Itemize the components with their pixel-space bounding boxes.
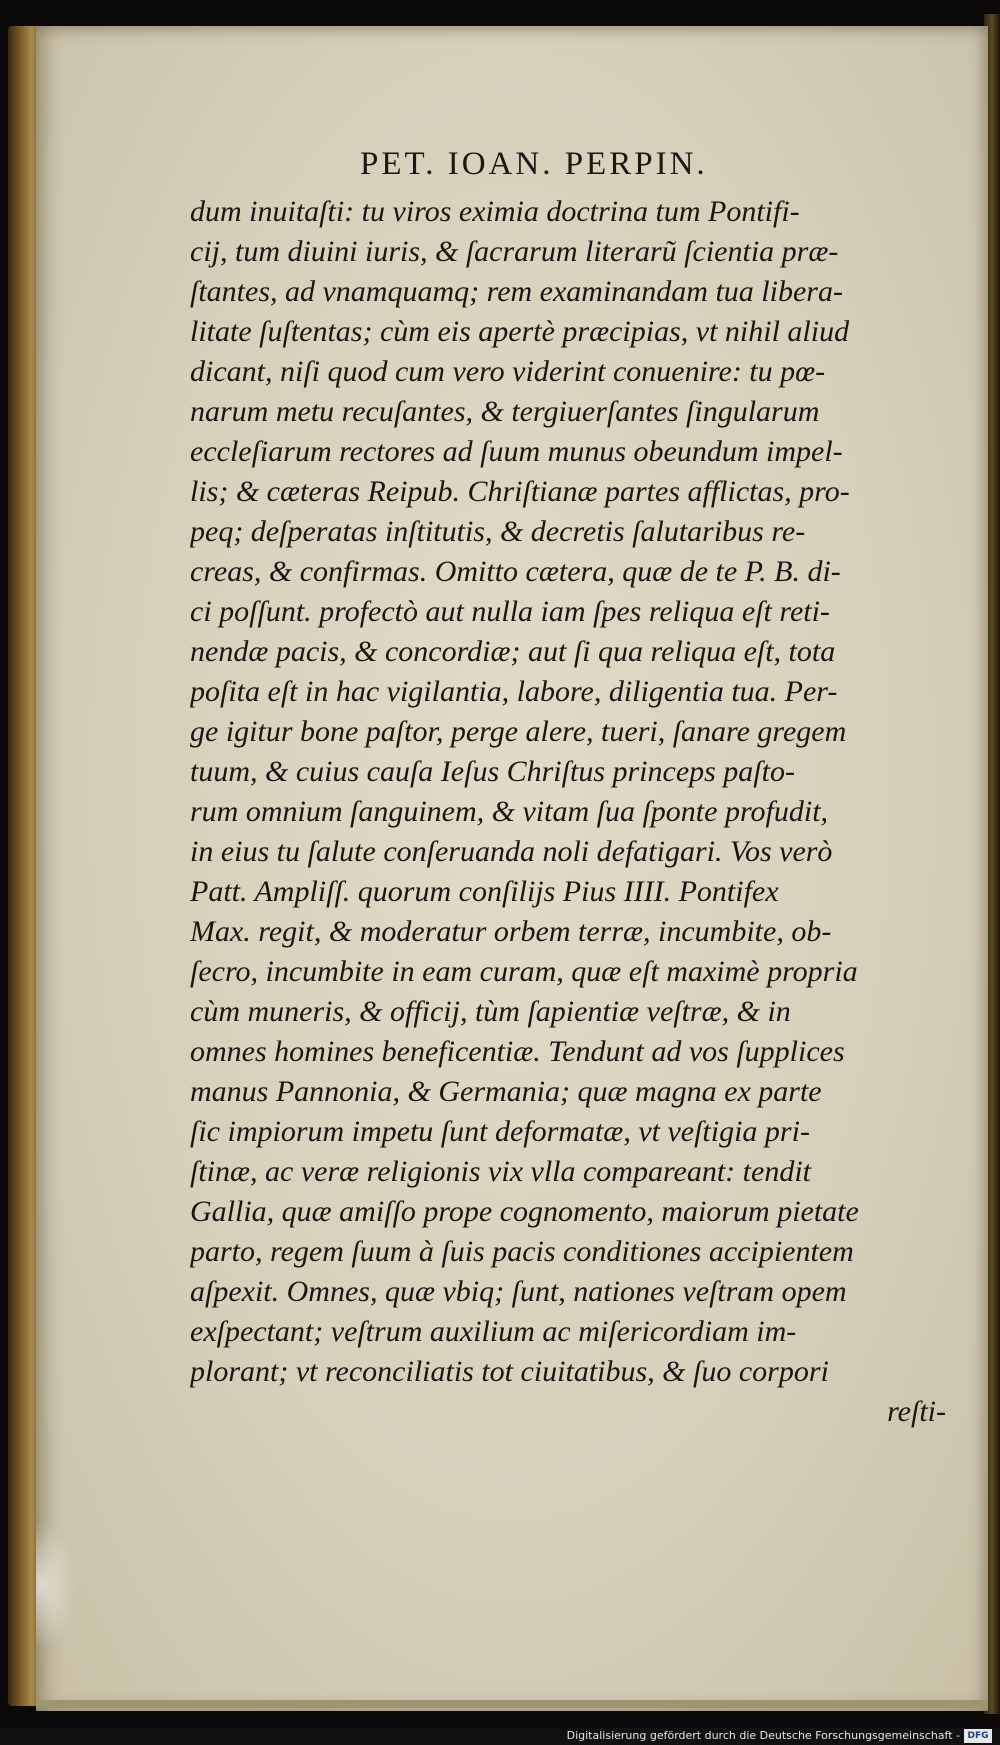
text-line: parto, regem ſuum à ſuis pacis conditiones accipientem — [190, 1235, 854, 1268]
text-line: ci poſſunt. profectò aut nulla iam ſpes reliqua eſt reti- — [190, 595, 830, 628]
body-text — [190, 192, 960, 1432]
text-line: Gallia, quæ amiſſo prope cognomento, maiorum pietate — [190, 1195, 859, 1228]
catchword: reſti- — [887, 1395, 946, 1428]
text-line: rum omnium ſanguinem, & vitam ſua ſponte profudit, — [190, 795, 829, 828]
text-line: manus Pannonia, & Germania; quæ magna ex parte — [190, 1075, 822, 1108]
text-line: ſtantes, ad vnamquamq; rem examinandam tua libera- — [190, 275, 843, 308]
text-line: ſtinæ, ac veræ religionis vix vlla compareant: tendit — [190, 1155, 811, 1188]
text-line: in eius tu ſalute conſeruanda noli defatigari. Vos verò — [190, 835, 833, 868]
text-line: eccleſiarum rectores ad ſuum munus obeundum impel- — [190, 435, 843, 468]
running-head: PET. IOAN. PERPIN. — [360, 146, 708, 182]
text-line: tuum, & cuius cauſa Ieſus Chriſtus princeps paſto- — [190, 755, 795, 788]
text-line: Max. regit, & moderatur orbem terræ, incumbite, ob- — [190, 915, 832, 948]
text-line: ſic impiorum impetu ſunt deformatæ, vt veſtigia pri- — [190, 1115, 810, 1148]
text-line: exſpectant; veſtrum auxilium ac miſericordiam im- — [190, 1315, 797, 1348]
footer-credit: Digitalisierung gefördert durch die Deutsche Forschungsgemeinschaft - — [566, 1729, 960, 1742]
text-line: dicant, niſi quod cum vero viderint conuenire: tu pœ- — [190, 355, 826, 388]
text-line: lis; & cæteras Reipub. Chriſtianæ partes afflictas, pro- — [190, 475, 850, 508]
text-line: plorant; vt reconciliatis tot ciuitatibus, & ſuo corpori — [190, 1355, 829, 1388]
text-line: peq; deſperatas inſtitutis, & decretis ſalutaribus re- — [190, 515, 806, 548]
page-bottom-edge — [36, 1700, 988, 1708]
text-line: dum inuitaſti: tu viros eximia doctrina tum Pontifi- — [190, 195, 800, 228]
text-line: litate ſuſtentas; cùm eis apertè præcipias, vt nihil aliud — [190, 315, 850, 348]
page-wear-mark — [36, 1520, 76, 1650]
text-line: ge igitur bone paſtor, perge alere, tueri, ſanare gregem — [190, 715, 847, 748]
text-line: Patt. Ampliſſ. quorum conſilijs Pius IIII. Pontifex — [190, 875, 779, 908]
text-line: narum metu recuſantes, & tergiuerſantes ſingularum — [190, 395, 820, 428]
text-line: cùm muneris, & officij, tùm ſapientiæ veſtræ, & in — [190, 995, 791, 1028]
text-line: cij, tum diuini iuris, & ſacrarum literarũ ſcientia præ- — [190, 235, 839, 268]
text-line: ſecro, incumbite in eam curam, quæ eſt maximè propria — [190, 955, 858, 988]
text-line: poſita eſt in hac vigilantia, labore, diligentia tua. Per- — [190, 675, 838, 708]
text-line: creas, & confirmas. Omitto cætera, quæ de te P. B. di- — [190, 555, 841, 588]
dfg-logo: DFG — [964, 1729, 992, 1743]
text-line: nendæ pacis, & concordiæ; aut ſi qua reliqua eſt, tota — [190, 635, 836, 668]
text-line: aſpexit. Omnes, quæ vbiq; ſunt, nationes veſtram opem — [190, 1275, 847, 1308]
text-line: omnes homines beneficentiæ. Tendunt ad vos ſupplices — [190, 1035, 845, 1068]
